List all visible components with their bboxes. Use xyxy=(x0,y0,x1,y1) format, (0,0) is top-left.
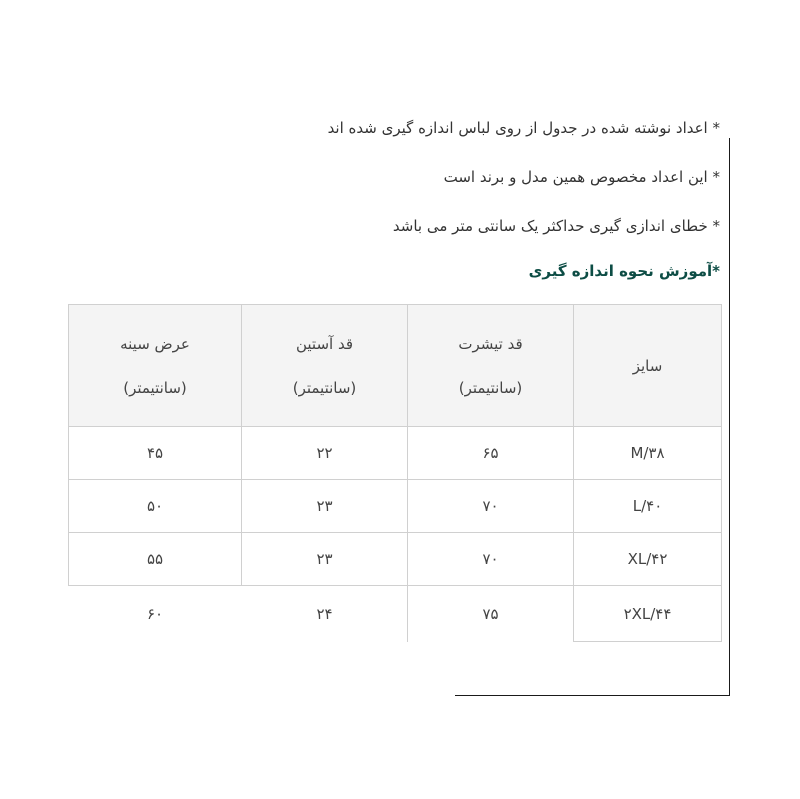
cell-sleeve: ۲۴ xyxy=(242,586,408,642)
cell-size: ۲XL/۴۴ xyxy=(574,586,722,642)
cell-chest: ۵۰ xyxy=(69,480,242,533)
cell-sleeve: ۲۳ xyxy=(242,533,408,586)
header-length-unit: (سانتیمتر) xyxy=(458,378,523,397)
header-size xyxy=(574,305,722,427)
cell-size: M/۳۸ xyxy=(574,427,722,480)
cell-length: ۶۵ xyxy=(408,427,574,480)
cell-length: ۷۰ xyxy=(408,480,574,533)
cell-sleeve: ۲۳ xyxy=(242,480,408,533)
header-sleeve xyxy=(242,305,408,427)
cell-chest: ۴۵ xyxy=(69,427,242,480)
frame-right-line xyxy=(729,138,730,696)
table-row xyxy=(69,533,722,586)
cell-length: ۷۰ xyxy=(408,533,574,586)
cell-size: L/۴۰ xyxy=(574,480,722,533)
header-size-label: سایز xyxy=(632,356,663,375)
cell-length: ۷۵ xyxy=(408,586,574,642)
table-row xyxy=(69,480,722,533)
header-length xyxy=(408,305,574,427)
measuring-guide-heading[interactable]: *آموزش نحوه اندازه گیری xyxy=(528,262,720,280)
cell-sleeve: ۲۲ xyxy=(242,427,408,480)
header-sleeve-label: قد آستین xyxy=(295,334,354,353)
note-model-specific: * این اعداد مخصوص همین مدل و برند است xyxy=(443,168,720,186)
frame-bottom-line xyxy=(455,695,730,696)
note-measured: * اعداد نوشته شده در جدول از روی لباس اندازه گیری شده اند xyxy=(327,119,720,137)
header-length-label: قد تیشرت xyxy=(458,334,523,353)
note-error-margin: * خطای اندازی گیری حداکثر یک سانتی متر می باشد xyxy=(392,217,720,235)
cell-chest: ۶۰ xyxy=(69,586,242,642)
table-row xyxy=(69,586,722,642)
table-header-row xyxy=(69,305,722,427)
cell-size: XL/۴۲ xyxy=(574,533,722,586)
table-row xyxy=(69,427,722,480)
header-sleeve-unit: (سانتیمتر) xyxy=(292,378,357,397)
cell-chest: ۵۵ xyxy=(69,533,242,586)
header-chest xyxy=(69,305,242,427)
header-chest-unit: (سانتیمتر) xyxy=(123,378,187,397)
size-chart-table xyxy=(68,304,722,642)
header-chest-label: عرض سینه xyxy=(120,334,190,353)
